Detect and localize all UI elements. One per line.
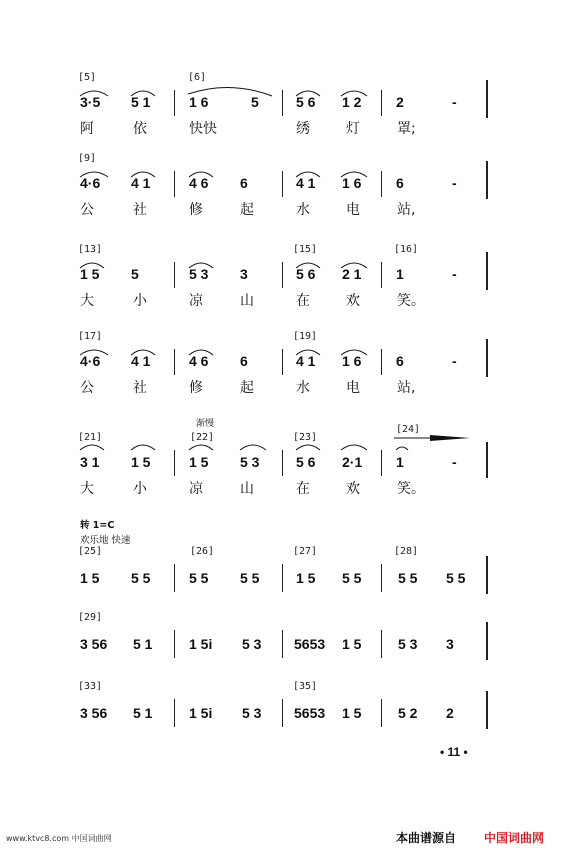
- bar-line: [486, 80, 488, 118]
- note-group: 5 1: [131, 94, 151, 110]
- note-group: 5 3: [240, 454, 260, 470]
- note-group: 2 1: [342, 266, 362, 282]
- lyric-syllable: 凉: [189, 481, 203, 497]
- note-group: 5653: [294, 636, 326, 652]
- bar-line: [282, 564, 283, 592]
- lyric-syllable: 阿: [80, 121, 94, 137]
- bar-line: [486, 556, 488, 594]
- measure-number: [5]: [78, 72, 97, 83]
- note-group: 4·6: [80, 353, 101, 369]
- lyric-syllable: 起: [240, 380, 254, 396]
- lyric-syllable: 公: [80, 202, 94, 218]
- measure-number: [21]: [78, 432, 103, 443]
- lyric-syllable: 欢: [346, 293, 360, 309]
- note-group: 3 56: [80, 705, 108, 721]
- note-group: 5: [251, 94, 259, 110]
- bar-line: [174, 171, 175, 197]
- measure-number: [33]: [78, 681, 103, 692]
- lyric-syllable: 社: [133, 380, 147, 396]
- footer-source-url: www.ktvc8.com 中国词曲网: [6, 834, 112, 843]
- measure-number: [25]: [78, 546, 103, 557]
- note-group: 5 3: [189, 266, 209, 282]
- lyric-syllable: 凉: [189, 293, 203, 309]
- note-group: -: [452, 266, 457, 282]
- lyric-syllable: 灯: [346, 121, 360, 137]
- lyric-syllable: 小: [133, 293, 147, 309]
- note-group: 1 5: [189, 454, 209, 470]
- note-group: 4 6: [189, 353, 209, 369]
- bar-line: [174, 699, 175, 727]
- measure-number: [6]: [188, 72, 207, 83]
- note-group: 1: [396, 454, 404, 470]
- lyric-syllable: 电: [346, 202, 360, 218]
- lyric-syllable: 修: [189, 380, 203, 396]
- note-group: 3: [446, 636, 454, 652]
- measure-number: [28]: [394, 546, 419, 557]
- lyric-syllable: 大: [80, 293, 94, 309]
- measure-number: [13]: [78, 244, 103, 255]
- bar-line: [486, 339, 488, 377]
- lyric-syllable: 绣: [296, 121, 310, 137]
- note-group: 5 6: [296, 266, 316, 282]
- bar-line: [381, 564, 382, 592]
- note-group: 5 6: [296, 94, 316, 110]
- note-group: 5 1: [133, 705, 153, 721]
- lyric-syllable: 山: [240, 293, 254, 309]
- note-group: 6: [240, 175, 248, 191]
- note-group: 5 5: [342, 570, 362, 586]
- note-group: 4 1: [131, 175, 151, 191]
- measure-number: [17]: [78, 331, 103, 342]
- measure-number: [15]: [293, 244, 318, 255]
- measure-number: [19]: [293, 331, 318, 342]
- bar-line: [381, 90, 382, 116]
- note-group: 6: [396, 353, 404, 369]
- note-group: 1 6: [342, 175, 362, 191]
- bar-line: [174, 90, 175, 116]
- bar-line: [381, 262, 382, 288]
- note-group: 3: [240, 266, 248, 282]
- footer-source-prefix: 本曲谱源自: [396, 831, 457, 845]
- tempo-text: 欢乐地 快速: [80, 535, 131, 546]
- note-group: 5: [131, 266, 139, 282]
- note-group: 3·5: [80, 94, 101, 110]
- note-group: 5 5: [240, 570, 260, 586]
- lyric-syllable: 在: [296, 293, 310, 309]
- lyric-syllable: 站,: [397, 202, 416, 218]
- note-group: 5 5: [131, 570, 151, 586]
- lyric-syllable: 罩;: [397, 121, 416, 137]
- note-group: 1 6: [189, 94, 209, 110]
- note-group: 4 1: [296, 175, 316, 191]
- tempo-mark: 渐慢: [196, 419, 215, 429]
- bar-line: [282, 90, 283, 116]
- note-group: 1 5: [131, 454, 151, 470]
- note-group: 5 3: [242, 636, 262, 652]
- measure-number: [23]: [293, 432, 318, 443]
- bar-line: [174, 450, 175, 476]
- note-group: 5 2: [398, 705, 418, 721]
- note-group: 6: [240, 353, 248, 369]
- bar-line: [381, 450, 382, 476]
- note-group: 1 5: [342, 636, 362, 652]
- lyric-syllable: 水: [296, 202, 310, 218]
- lyric-syllable: 欢: [346, 481, 360, 497]
- measure-number: [24]: [396, 424, 421, 435]
- bar-line: [381, 171, 382, 197]
- measure-number: [22]: [190, 432, 215, 443]
- bar-line: [381, 349, 382, 375]
- measure-number: [27]: [293, 546, 318, 557]
- note-group: 5 5: [189, 570, 209, 586]
- footer-brand: 中国词曲网: [484, 831, 545, 845]
- lyric-syllable: 公: [80, 380, 94, 396]
- page-number: • 11 •: [440, 745, 468, 759]
- measure-number: [35]: [293, 681, 318, 692]
- note-group: 5 5: [446, 570, 466, 586]
- note-group: 4 1: [131, 353, 151, 369]
- bar-line: [174, 630, 175, 658]
- note-group: 5 3: [242, 705, 262, 721]
- lyric-syllable: 快快: [189, 121, 217, 137]
- bar-line: [486, 252, 488, 290]
- measure-number: [16]: [394, 244, 419, 255]
- bar-line: [174, 349, 175, 375]
- note-group: 1: [396, 266, 404, 282]
- note-group: 5 5: [398, 570, 418, 586]
- bar-line: [282, 450, 283, 476]
- note-group: 2: [396, 94, 404, 110]
- lyric-syllable: 站,: [397, 380, 416, 396]
- measure-number: [29]: [78, 612, 103, 623]
- bar-line: [486, 442, 488, 478]
- note-group: 5 1: [133, 636, 153, 652]
- bar-line: [282, 262, 283, 288]
- note-group: 5653: [294, 705, 326, 721]
- bar-line: [381, 630, 382, 658]
- bar-line: [282, 349, 283, 375]
- bar-line: [486, 622, 488, 660]
- note-group: -: [452, 94, 457, 110]
- lyric-syllable: 笑。: [397, 481, 425, 497]
- note-group: 4 1: [296, 353, 316, 369]
- lyric-syllable: 笑。: [397, 293, 425, 309]
- note-group: 1 5: [296, 570, 316, 586]
- note-group: 2·1: [342, 454, 363, 470]
- key-change-label: 转 1=C: [80, 520, 115, 531]
- note-group: 1 2: [342, 94, 362, 110]
- bar-line: [486, 161, 488, 199]
- note-group: -: [452, 353, 457, 369]
- note-group: 3 1: [80, 454, 100, 470]
- note-group: 5 6: [296, 454, 316, 470]
- bar-line: [486, 691, 488, 729]
- measure-number: [9]: [78, 153, 97, 164]
- note-group: 1 5: [342, 705, 362, 721]
- bar-line: [282, 171, 283, 197]
- note-group: 3 56: [80, 636, 108, 652]
- bar-line: [282, 630, 283, 658]
- note-group: 1 5i: [189, 705, 213, 721]
- lyric-syllable: 依: [133, 121, 147, 137]
- bar-line: [174, 564, 175, 592]
- lyric-syllable: 小: [133, 481, 147, 497]
- note-group: 2: [446, 705, 454, 721]
- lyric-syllable: 社: [133, 202, 147, 218]
- note-group: 1 5i: [189, 636, 213, 652]
- note-group: 4 6: [189, 175, 209, 191]
- note-group: -: [452, 175, 457, 191]
- lyric-syllable: 在: [296, 481, 310, 497]
- bar-line: [174, 262, 175, 288]
- note-group: 1 5: [80, 570, 100, 586]
- note-group: -: [452, 454, 457, 470]
- note-group: 5 3: [398, 636, 418, 652]
- lyric-syllable: 起: [240, 202, 254, 218]
- measure-number: [26]: [190, 546, 215, 557]
- note-group: 4·6: [80, 175, 101, 191]
- bar-line: [282, 699, 283, 727]
- lyric-syllable: 山: [240, 481, 254, 497]
- lyric-syllable: 修: [189, 202, 203, 218]
- note-group: 1 6: [342, 353, 362, 369]
- lyric-syllable: 大: [80, 481, 94, 497]
- lyric-syllable: 电: [346, 380, 360, 396]
- lyric-syllable: 水: [296, 380, 310, 396]
- note-group: 1 5: [80, 266, 100, 282]
- bar-line: [381, 699, 382, 727]
- note-group: 6: [396, 175, 404, 191]
